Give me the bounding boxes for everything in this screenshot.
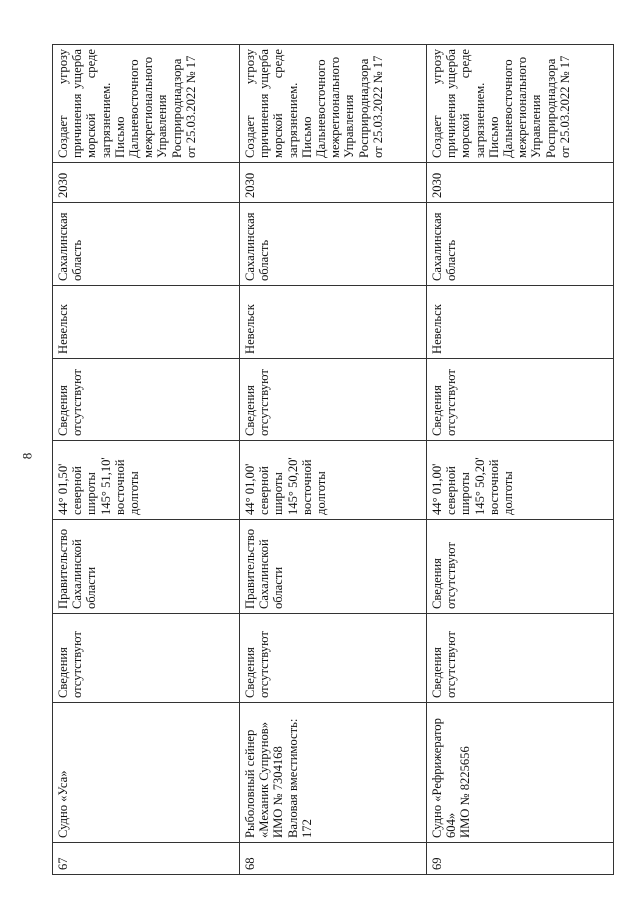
additional-info: Сведения отсутствуют	[427, 359, 614, 441]
description: Создает угрозу причинения ущерба морской среде загрязнением. Письмо Дальневосточного межрегионального Управления Росприроднадзора от 25.03.2022 № 17	[240, 45, 427, 163]
region: Сахалинская область	[240, 203, 427, 286]
year: 2030	[53, 163, 240, 203]
region: Сахалинская область	[427, 203, 614, 286]
vessel-name: Судно «Уса»	[53, 703, 240, 843]
city: Невельск	[427, 286, 614, 359]
row-number: 68	[240, 843, 427, 875]
coordinates: 44° 01,00' северной широты 145° 50,20' восточной долготы	[427, 441, 614, 520]
year: 2030	[240, 163, 427, 203]
description: Создает угрозу причинения ущерба морской среде загрязнением. Письмо Дальневосточного межрегионального Управления Росприроднадзора от 25.03.2022 № 17	[427, 45, 614, 163]
vessel-info: Сведения отсутствуют	[427, 614, 614, 703]
table-row	[240, 45, 427, 875]
vessel-name: Рыболовный сейнер «Механик Супрунов» ИМО № 7304168 Валовая вместимость: 172	[240, 703, 427, 843]
owner: Правительство Сахалинской области	[53, 520, 240, 614]
table-row	[53, 45, 240, 875]
owner: Сведения отсутствуют	[427, 520, 614, 614]
page-number: 8	[19, 452, 35, 460]
vessel-table	[52, 44, 614, 875]
row-number: 69	[427, 843, 614, 875]
vessel-info: Сведения отсутствуют	[53, 614, 240, 703]
region: Сахалинская область	[53, 203, 240, 286]
vessel-name: Судно «Рефрижератор 604» ИМО № 8225656	[427, 703, 614, 843]
row-number: 67	[53, 843, 240, 875]
city: Невельск	[53, 286, 240, 359]
owner: Правительство Сахалинской области	[240, 520, 427, 614]
year: 2030	[427, 163, 614, 203]
table-row	[427, 45, 614, 875]
vessel-info: Сведения отсутствуют	[240, 614, 427, 703]
rotated-table-container	[52, 45, 592, 875]
additional-info: Сведения отсутствуют	[53, 359, 240, 441]
coordinates: 44° 01,50' северной широты 145° 51,10' восточной долготы	[53, 441, 240, 520]
city: Невельск	[240, 286, 427, 359]
additional-info: Сведения отсутствуют	[240, 359, 427, 441]
description: Создает угрозу причинения ущерба морской среде загрязнением. Письмо Дальневосточного межрегионального Управления Росприроднадзора от 25.03.2022 № 17	[53, 45, 240, 163]
coordinates: 44° 01,00' северной широты 145° 50,20' восточной долготы	[240, 441, 427, 520]
